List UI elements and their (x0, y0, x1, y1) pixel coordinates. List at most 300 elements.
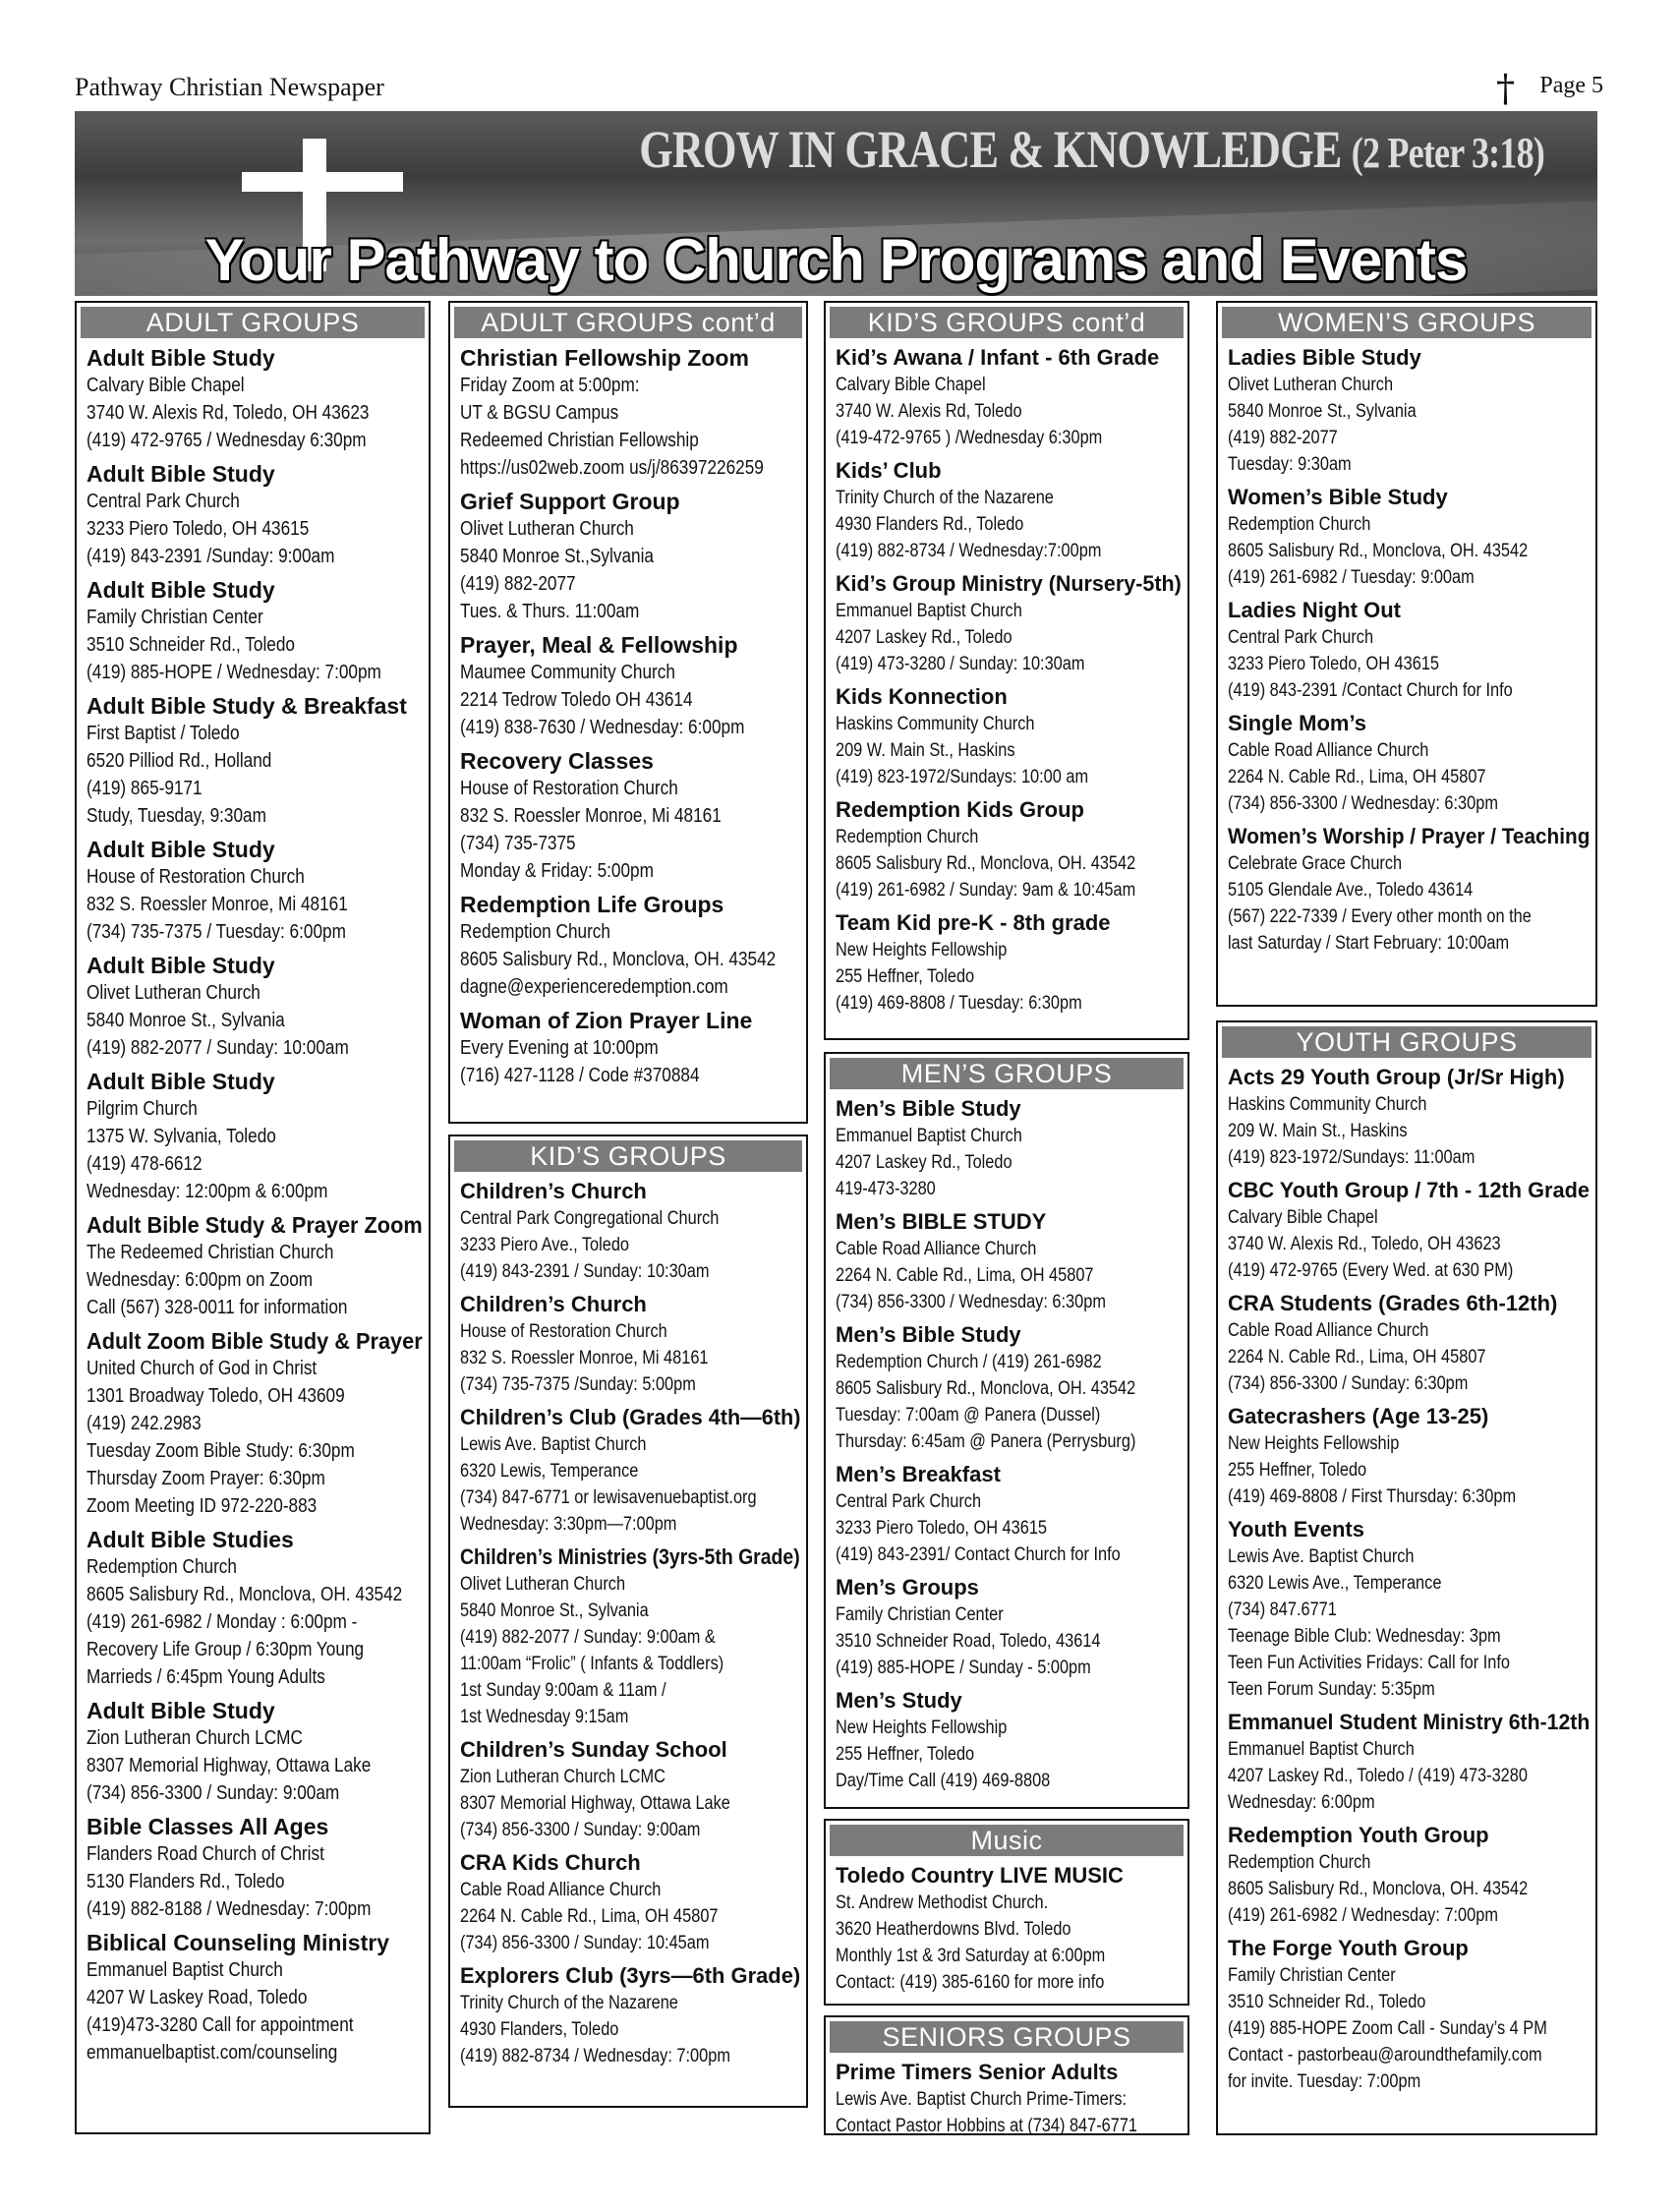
listing-detail-text: (419) 882-2077 / Sunday: 9:00am & (460, 1627, 716, 1648)
listing-detail-text: 8307 Memorial Highway, Ottawa Lake (460, 1793, 730, 1814)
page-header (75, 69, 1603, 108)
listing-detail (87, 1956, 423, 1984)
listing-title: Team Kid pre-K - 8th grade (836, 910, 1111, 935)
listing-title: Adult Bible Study (87, 837, 275, 862)
listing-detail-text: New Heights Fellowship (836, 1717, 1008, 1738)
listing-detail-text: (419) 882-2077 (460, 573, 576, 595)
listing-detail (460, 918, 800, 946)
listing-detail (1228, 737, 1590, 764)
listing-detail-text: (734) 856-3300 / Sunday: 9:00am (87, 1782, 340, 1804)
section-heading: KID’S GROUPS cont’d (830, 307, 1184, 338)
listing-title: Adult Bible Study & Breakfast (87, 693, 407, 719)
listing-detail (87, 1437, 423, 1465)
listing-item (460, 1962, 800, 2069)
listing-detail (87, 1095, 423, 1123)
listing-detail-text: (419) 843-2391/ Contact Church for Info (836, 1544, 1121, 1565)
listing-item (460, 1178, 800, 1285)
listing-detail (87, 1178, 423, 1205)
listing-detail (460, 1624, 800, 1651)
listing-title: Men’s Bible Study (836, 1322, 1021, 1347)
listing-detail-text: 1301 Broadway Toledo, OH 43609 (87, 1385, 345, 1407)
item-list (1218, 344, 1595, 957)
listing-detail-text: 832 S. Roessler Monroe, Mi 48161 (460, 805, 722, 827)
listing-detail-text: Lewis Ave. Baptist Church Prime-Timers: (836, 2089, 1128, 2110)
listing-item (87, 344, 423, 454)
listing-detail (1228, 1789, 1590, 1816)
listing-title: Redemption Life Groups (460, 892, 724, 917)
item-list (826, 344, 1187, 1017)
listing-detail-text: 2264 N. Cable Rd., Lima, OH 45807 (836, 1265, 1094, 1286)
listing-detail-text: 4207 W Laskey Road, Toledo (87, 1987, 308, 2008)
listing-detail-text: Thursday: 6:45am @ Panera (Perrysburg) (836, 1431, 1136, 1452)
listing-detail-text: (419) 885-HOPE / Sunday - 5:00pm (836, 1658, 1091, 1678)
listing-item (460, 891, 800, 1001)
listing-detail-text: Pilgrim Church (87, 1098, 198, 1120)
listing-detail (87, 488, 423, 515)
listing-detail (1228, 1204, 1590, 1231)
listing-item (836, 683, 1182, 790)
listing-detail-text: Wednesday: 3:30pm—7:00pm (460, 1514, 677, 1535)
listing-item (87, 1068, 423, 1205)
listing-detail-text: (734) 847-6771 or lewisavenuebaptist.org (460, 1487, 757, 1508)
listing-detail (836, 937, 1182, 963)
listing-detail (836, 1289, 1182, 1315)
listing-item (836, 1574, 1182, 1681)
listing-item (836, 1208, 1182, 1315)
listing-detail (87, 659, 423, 686)
listing-detail-text: Calvary Bible Chapel (836, 375, 986, 395)
listing-detail (87, 1895, 423, 1923)
listing-detail-text: 3620 Heatherdowns Blvd. Toledo (836, 1919, 1071, 1940)
listing-detail-text: Central Park Church (1228, 627, 1374, 648)
listing-item (87, 836, 423, 946)
listing-detail (87, 631, 423, 659)
listing-detail (460, 543, 800, 570)
listing-detail (1228, 1091, 1590, 1118)
listing-item (836, 1461, 1182, 1568)
listing-detail (836, 737, 1182, 764)
listing-detail (836, 1768, 1182, 1794)
listing-title: Children’s Club (Grades 4th—6th) (460, 1405, 801, 1429)
listing-detail-text: Study, Tuesday, 9:30am (87, 805, 266, 827)
listing-detail (1228, 677, 1590, 704)
listing-detail-text: Wednesday: 12:00pm & 6:00pm (87, 1181, 328, 1202)
listing-detail (836, 651, 1182, 677)
banner-title-text: GROW IN GRACE & KNOWLEDGE (639, 120, 1342, 179)
listing-detail-text: Olivet Lutheran Church (460, 518, 634, 540)
listing-detail (460, 802, 800, 830)
listing-detail-text: St. Andrew Methodist Church. (836, 1892, 1049, 1913)
listing-detail (460, 830, 800, 857)
listing-detail-text: Cable Road Alliance Church (836, 1239, 1037, 1259)
listing-title: Men’s Breakfast (836, 1462, 1001, 1486)
listing-detail-text: (419) 473-3280 / Sunday: 10:30am (836, 654, 1085, 674)
listing-detail-text: (419) 261-6982 / Wednesday: 7:00pm (1228, 1905, 1498, 1926)
listing-detail (836, 485, 1182, 511)
listing-detail (1228, 1962, 1590, 1989)
listing-item (1228, 1935, 1590, 2095)
listing-detail-text: Cable Road Alliance Church (460, 1880, 662, 1900)
listing-detail-text: New Heights Fellowship (836, 940, 1008, 960)
listing-item (836, 796, 1182, 903)
listing-item (1228, 823, 1590, 957)
listing-detail (836, 1655, 1182, 1681)
listing-detail-text: (419) 882-2077 (1228, 428, 1338, 448)
listing-detail-text: Central Park Congregational Church (460, 1208, 720, 1229)
listing-detail-text: (419) 469-8808 / First Thursday: 6:30pm (1228, 1486, 1517, 1507)
listing-detail-text: (419) 882-8188 / Wednesday: 7:00pm (87, 1898, 372, 1920)
listing-detail (836, 538, 1182, 564)
listing-item (460, 1007, 800, 1089)
listing-title: Kid’s Group Ministry (Nursery-5th) (836, 571, 1182, 596)
listing-title: CRA Kids Church (460, 1850, 641, 1875)
listing-detail (460, 946, 800, 973)
listing-detail (1228, 1144, 1590, 1171)
listing-detail (87, 1724, 423, 1752)
listing-item (1228, 1822, 1590, 1929)
listing-detail-text: Calvary Bible Chapel (87, 375, 245, 396)
listing-title: Adult Bible Study (87, 1069, 275, 1094)
listing-detail (460, 1704, 800, 1730)
listing-detail (836, 1943, 1182, 1969)
listing-detail-text: Redemption Church (460, 921, 610, 943)
listing-detail (460, 1431, 800, 1458)
listing-detail (1228, 451, 1590, 478)
listing-detail (1228, 538, 1590, 564)
listing-detail (1228, 2068, 1590, 2095)
listing-title: Men’s Groups (836, 1575, 979, 1600)
listing-detail-text: 3740 W. Alexis Rd, Toledo, OH 43623 (87, 402, 370, 424)
listing-detail (836, 1916, 1182, 1943)
listing-detail-text: 3510 Schneider Road, Toledo, 43614 (836, 1631, 1101, 1652)
listing-detail-text: Redeemed Christian Fellowship (460, 430, 699, 451)
listing-detail-text: 5840 Monroe St.,Sylvania (460, 546, 654, 567)
listing-title: The Forge Youth Group (1228, 1936, 1469, 1960)
listing-detail (460, 973, 800, 1001)
listing-detail (87, 543, 423, 570)
listing-detail-text: Monthly 1st & 3rd Saturday at 6:00pm (836, 1946, 1106, 1966)
listing-detail (87, 1007, 423, 1034)
listing-detail-text: dagne@experienceredemption.com (460, 976, 728, 998)
listing-detail-text: 255 Heffner, Toledo (1228, 1460, 1367, 1481)
listing-detail-text: (419)473-3280 Call for appointment (87, 2014, 354, 2036)
listing-detail (460, 2016, 800, 2043)
listing-item (87, 1697, 423, 1807)
listing-title: Acts 29 Youth Group (Jr/Sr High) (1228, 1065, 1565, 1089)
page-number: Page 5 (1539, 73, 1603, 98)
listing-title: Ladies Night Out (1228, 598, 1401, 622)
listing-title: Children’s Church (460, 1292, 647, 1316)
listing-detail-text: for invite. Tuesday: 7:00pm (1228, 2071, 1421, 2092)
banner-title (339, 119, 1544, 180)
listing-detail-text: (734) 856-3300 / Sunday: 6:30pm (1228, 1373, 1469, 1394)
listing-detail-text: (734) 856-3300 / Sunday: 9:00am (460, 1820, 701, 1840)
listing-detail (836, 1542, 1182, 1568)
listing-detail-text: (716) 427-1128 / Code #370884 (460, 1065, 700, 1086)
listing-detail-text: Cable Road Alliance Church (1228, 740, 1429, 761)
listing-detail (87, 979, 423, 1007)
listing-detail (87, 427, 423, 454)
listing-detail (87, 1636, 423, 1663)
listing-detail (1228, 1597, 1590, 1623)
section-womens-groups (1216, 301, 1597, 1007)
listing-detail-text: Olivet Lutheran Church (460, 1574, 626, 1595)
listing-detail (836, 1741, 1182, 1768)
listing-detail (836, 1628, 1182, 1655)
listing-detail-text: Central Park Church (836, 1491, 982, 1512)
listing-item (460, 747, 800, 885)
listing-detail (836, 1715, 1182, 1741)
listing-detail-text: Tuesday: 9:30am (1228, 454, 1352, 475)
listing-detail (836, 1375, 1182, 1402)
listing-item (836, 1095, 1182, 1202)
listing-detail (1228, 1849, 1590, 1876)
listing-detail-text: 8307 Memorial Highway, Ottawa Lake (87, 1755, 372, 1776)
listing-detail-text: Emmanuel Baptist Church (87, 1959, 283, 1981)
listing-title: CBC Youth Group / 7th - 12th Grade (1228, 1178, 1590, 1202)
listing-detail-text: Teen Forum Sunday: 5:35pm (1228, 1679, 1435, 1700)
listing-detail-text: Zion Lutheran Church LCMC (87, 1727, 303, 1749)
listing-detail-text: (734) 847.6771 (1228, 1600, 1337, 1620)
listing-item (836, 1321, 1182, 1455)
section-adult-groups (75, 301, 431, 2134)
listing-detail (87, 747, 423, 775)
listing-detail (460, 2043, 800, 2069)
listing-detail (460, 454, 800, 482)
listing-detail-text: Redemption Church (87, 1556, 237, 1578)
listing-detail-text: 1st Wednesday 9:15am (460, 1707, 629, 1727)
listing-title: Emmanuel Student Ministry 6th-12th (1228, 1710, 1591, 1734)
listing-detail (460, 1458, 800, 1484)
listing-detail-text: 255 Heffner, Toledo (836, 966, 975, 987)
listing-detail (1228, 1118, 1590, 1144)
listing-detail-text: Wednesday: 6:00pm on Zoom (87, 1269, 314, 1291)
listing-detail-text: House of Restoration Church (460, 1321, 667, 1342)
section-heading: MEN’S GROUPS (830, 1058, 1184, 1089)
listing-detail (836, 764, 1182, 790)
listing-detail-text: Every Evening at 10:00pm (460, 1037, 659, 1059)
listing-detail (836, 1123, 1182, 1149)
item-list (77, 344, 429, 2066)
listing-detail-text: Teenage Bible Club: Wednesday: 3pm (1228, 1626, 1501, 1647)
listing-detail (1228, 1370, 1590, 1397)
listing-item (87, 952, 423, 1062)
listing-detail (87, 1608, 423, 1636)
listing-detail-text: (734) 735-7375 (460, 833, 576, 854)
listing-detail (836, 624, 1182, 651)
listing-detail-text: 3233 Piero Toledo, OH 43615 (1228, 654, 1439, 674)
listing-detail (460, 1930, 800, 1956)
listing-detail-text: Tuesday Zoom Bible Study: 6:30pm (87, 1440, 355, 1462)
listing-detail-text: (419-472-9765 ) /Wednesday 6:30pm (836, 428, 1103, 448)
section-seniors-groups (824, 2015, 1189, 2135)
listing-detail-text: Calvary Bible Chapel (1228, 1207, 1378, 1228)
listing-title: Children’s Ministries (3yrs-5th Grade) (460, 1544, 800, 1569)
listing-item (87, 1929, 423, 2066)
listing-detail (460, 598, 800, 625)
listing-detail (836, 1601, 1182, 1628)
listing-detail-text: emmanuelbaptist.com/counseling (87, 2042, 338, 2064)
listing-detail-text: (419) 865-9171 (87, 778, 203, 799)
listing-detail (460, 1258, 800, 1285)
listing-detail (1228, 1989, 1590, 2015)
listing-title: Adult Bible Studies (87, 1527, 294, 1552)
listing-detail-text: (419) 843-2391 /Contact Church for Info (1228, 680, 1513, 701)
listing-item (1228, 484, 1590, 591)
listing-detail-text: Call (567) 328-0011 for information (87, 1297, 348, 1318)
listing-title: Grief Support Group (460, 489, 680, 514)
listing-detail (87, 802, 423, 830)
listing-detail-text: (419) 882-8734 / Wednesday:7:00pm (836, 541, 1102, 561)
listing-detail (836, 1262, 1182, 1289)
listing-detail-text: 2264 N. Cable Rd., Lima, OH 45807 (1228, 1347, 1486, 1368)
listing-detail (460, 1345, 800, 1371)
listing-detail (87, 1410, 423, 1437)
listing-title: Bible Classes All Ages (87, 1814, 329, 1839)
listing-detail-text: (419) 882-2077 / Sunday: 10:00am (87, 1037, 349, 1059)
listing-detail (87, 1239, 423, 1266)
section-heading: YOUTH GROUPS (1222, 1026, 1591, 1058)
listing-detail (1228, 372, 1590, 398)
listing-title: Prayer, Meal & Fellowship (460, 632, 738, 658)
listing-item (460, 488, 800, 625)
listing-title: Redemption Kids Group (836, 797, 1084, 822)
listing-detail-text: Trinity Church of the Nazarene (460, 1993, 678, 2013)
listing-detail-text: Contact: (419) 385-6160 for more info (836, 1972, 1105, 1993)
listing-detail (460, 372, 800, 399)
listing-detail (1228, 1430, 1590, 1457)
listing-detail-text: Central Park Church (87, 491, 240, 512)
listing-detail-text: (419) 838-7630 / Wednesday: 6:00pm (460, 717, 745, 738)
listing-title: Ladies Bible Study (1228, 345, 1421, 370)
listing-item (460, 344, 800, 482)
listing-detail (836, 1349, 1182, 1375)
listing-detail-text: 1375 W. Sylvania, Toledo (87, 1126, 276, 1147)
listing-detail-text: Marrieds / 6:45pm Young Adults (87, 1666, 325, 1688)
listing-detail-text: 8605 Salisbury Rd., Monclova, OH. 43542 (836, 853, 1136, 874)
listing-detail-text: Celebrate Grace Church (1228, 853, 1403, 874)
listing-detail (87, 918, 423, 946)
listing-detail-text: 3740 W. Alexis Rd., Toledo, OH 43623 (1228, 1234, 1501, 1254)
listing-detail-text: Maumee Community Church (460, 662, 675, 683)
listing-detail (1228, 2015, 1590, 2042)
listing-detail (460, 1677, 800, 1704)
listing-detail (87, 2011, 423, 2039)
section-youth-groups (1216, 1020, 1597, 2135)
listing-detail (1228, 1570, 1590, 1597)
listing-detail-text: (734) 856-3300 / Wednesday: 6:30pm (836, 1292, 1106, 1312)
listing-item (836, 1687, 1182, 1794)
listing-detail (460, 399, 800, 427)
section-adult-groups-contd (448, 301, 808, 1124)
listing-item (87, 1327, 423, 1520)
listing-detail-text: First Baptist / Toledo (87, 723, 240, 744)
listing-detail (460, 1877, 800, 1903)
listing-item (460, 1849, 800, 1956)
listing-detail-text: Contact - pastorbeau@aroundthefamily.com (1228, 2045, 1542, 2066)
listing-detail (1228, 930, 1590, 957)
listing-detail (836, 850, 1182, 877)
listing-title: Children’s Sunday School (460, 1737, 727, 1762)
listing-detail-text: 2214 Tedrow Toledo OH 43614 (460, 689, 693, 711)
listing-detail (460, 775, 800, 802)
listing-detail (836, 425, 1182, 451)
listing-detail (836, 824, 1182, 850)
listing-detail (87, 720, 423, 747)
listing-detail-text: 4207 Laskey Rd., Toledo / (419) 473-3280 (1228, 1766, 1528, 1786)
listing-detail (1228, 651, 1590, 677)
listing-detail-text: New Heights Fellowship (1228, 1433, 1400, 1454)
listing-detail (836, 1428, 1182, 1455)
listing-title: Biblical Counseling Ministry (87, 1930, 389, 1955)
listing-detail-text: 832 S. Roessler Monroe, Mi 48161 (460, 1348, 709, 1368)
listing-title: Prime Timers Senior Adults (836, 2060, 1119, 2084)
listing-detail (87, 604, 423, 631)
listing-detail-text: 419-473-3280 (836, 1179, 936, 1199)
listing-detail (460, 1062, 800, 1089)
listing-item (836, 1862, 1182, 1996)
listing-item (87, 1526, 423, 1691)
section-heading: SENIORS GROUPS (830, 2021, 1184, 2053)
listing-detail (87, 1355, 423, 1382)
listing-detail-text: House of Restoration Church (460, 778, 678, 799)
listing-title: Gatecrashers (Age 13-25) (1228, 1404, 1489, 1428)
listing-detail (1228, 764, 1590, 790)
listing-detail-text: (419) 469-8808 / Tuesday: 6:30pm (836, 993, 1082, 1014)
section-mens-groups (824, 1052, 1189, 1809)
listing-detail (836, 877, 1182, 903)
listing-detail-text: 4930 Flanders Rd., Toledo (836, 514, 1024, 535)
listing-item (1228, 1516, 1590, 1703)
listing-detail-text: Lewis Ave. Baptist Church (1228, 1546, 1415, 1567)
listing-detail (1228, 1876, 1590, 1902)
listing-detail-text: 3233 Piero Toledo, OH 43615 (836, 1518, 1047, 1539)
listing-detail (460, 1903, 800, 1930)
listing-title: Kids Konnection (836, 684, 1008, 709)
listing-detail-text: Friday Zoom at 5:00pm: (460, 375, 640, 396)
listing-detail-text: https://us02web.zoom us/j/86397226259 (460, 457, 764, 479)
listing-detail (1228, 511, 1590, 538)
listing-detail-text: United Church of God in Christ (87, 1358, 318, 1379)
listing-detail-text: 5840 Monroe St., Sylvania (460, 1601, 649, 1621)
listing-detail-text: (419) 823-1972/Sundays: 10:00 am (836, 767, 1089, 787)
listing-detail (836, 1488, 1182, 1515)
banner-reference: (2 Peter 3:18) (1351, 129, 1544, 177)
listing-title: Toledo Country LIVE MUSIC (836, 1863, 1124, 1888)
listing-title: Adult Bible Study (87, 345, 275, 371)
listing-detail (1228, 1484, 1590, 1510)
section-heading: KID’S GROUPS (454, 1140, 802, 1172)
listing-item (460, 1736, 800, 1843)
listing-detail (460, 570, 800, 598)
listing-item (836, 457, 1182, 564)
listing-detail (836, 511, 1182, 538)
listing-item (1228, 1290, 1590, 1397)
item-list (826, 1095, 1187, 1794)
listing-detail (836, 1402, 1182, 1428)
listing-item (1228, 344, 1590, 478)
listing-item (1228, 597, 1590, 704)
listing-item (460, 631, 800, 741)
listing-detail (836, 1890, 1182, 1916)
listing-detail-text: last Saturday / Start February: 10:00am (1228, 933, 1510, 954)
listing-title: Adult Bible Study (87, 461, 275, 487)
listing-detail-text: 255 Heffner, Toledo (836, 1744, 975, 1765)
listing-detail-text: 6520 Pilliod Rd., Holland (87, 750, 272, 772)
listing-detail (836, 372, 1182, 398)
section-kids-groups-contd (824, 301, 1189, 1040)
listing-detail (836, 1515, 1182, 1542)
